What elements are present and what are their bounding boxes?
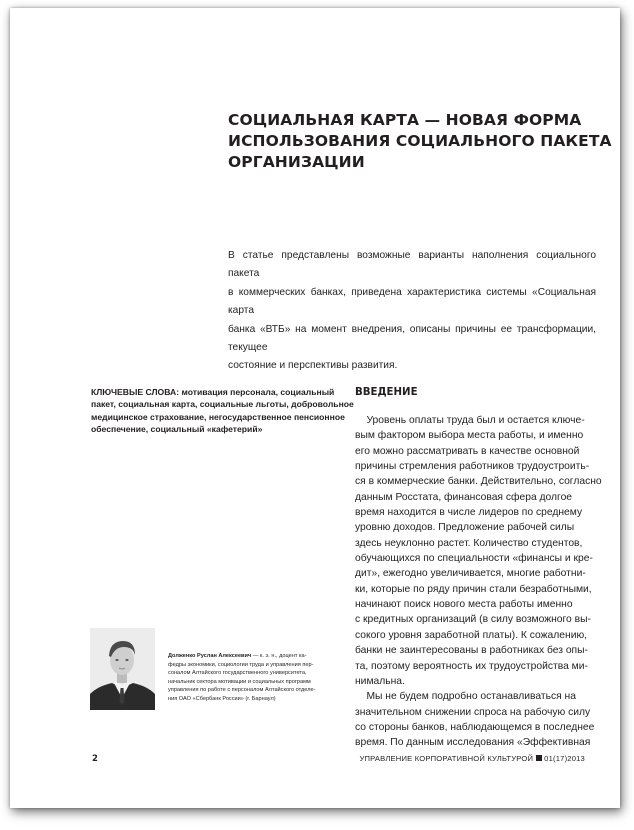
abstract-line: состояние и перспективы развития. — [228, 360, 398, 372]
issue-number: 01(17)2013 — [544, 754, 585, 763]
article-title — [228, 110, 612, 173]
body-line: время. По данным исследования «Эффективная — [355, 737, 591, 749]
body-line: вым фактором выбора места работы, и именно — [355, 430, 584, 442]
title-line: ИСПОЛЬЗОВАНИЯ СОЦИАЛЬНОГО ПАКЕТА — [228, 132, 612, 150]
body-line: та, поэтому вероятность их трудоустройства ми- — [355, 660, 588, 672]
body-line: значительном снижении спроса на рабочую силу — [355, 706, 591, 718]
body-line: нимальна. — [355, 675, 405, 687]
author-line: начальник сектора мотивации и социальных программ — [168, 678, 311, 685]
body-line: здесь неуклонно растет. Количество студентов, — [355, 537, 583, 549]
body-line: уровню доходов. Предложение рабочей силы — [355, 522, 575, 534]
body-line: Уровень оплаты труда был и остается ключе- — [355, 415, 585, 426]
body-line: начинают поиск нового места работы именно — [355, 599, 573, 611]
body-line: ки, которые по ряду причин стали безработными, — [355, 583, 592, 595]
body-text — [355, 413, 602, 751]
author-line: соналом Алтайского государственного университета, — [168, 670, 307, 677]
abstract-line: в коммерческих банках, приведена характеристика системы «Социальная карта — [228, 286, 596, 317]
body-line: данным Росстата, финансовая сфера долгое — [355, 491, 573, 503]
keywords-line: пакет, социальная карта, социальные льготы, добровольное — [91, 399, 354, 410]
body-line: причины стремления работников трудоустроить- — [355, 461, 590, 473]
author-line: федры экономики, социологии труда и управления пер- — [168, 661, 314, 668]
author-line: — к. э. н., доцент ка- — [251, 653, 307, 659]
keywords-block — [91, 386, 354, 435]
body-line: сокого уровня заработной платы). К сожалению, — [355, 629, 588, 641]
square-separator-icon — [536, 755, 542, 761]
abstract — [228, 247, 596, 376]
body-line: обучающихся по специальности «финансы и кре- — [355, 553, 593, 565]
abstract-line: банка «ВТБ» на момент внедрения, описаны причины ее трансформации, текущее — [228, 323, 596, 354]
body-line: с кредитных организаций (в силу возможного вы- — [355, 614, 591, 626]
body-line: время находится в числе лидеров по среднему — [355, 507, 583, 519]
title-line: ОРГАНИЗАЦИИ — [228, 153, 365, 171]
keywords-line: обеспечение, социальный «кафетерий» — [91, 423, 263, 434]
body-line: дит», ежегодно увеличивается, многие работни- — [355, 568, 586, 580]
document-page — [10, 8, 620, 808]
body-line: банки не заинтересованы в работниках без опы- — [355, 645, 588, 657]
body-line: Мы не будем подробно останавливаться на — [355, 691, 576, 703]
author-line: управления по работе с персоналом Алтайского отделе- — [168, 687, 316, 694]
author-photo — [90, 628, 155, 710]
keywords-line: медицинское страхование, негосударственное пенсионное — [91, 411, 345, 422]
body-line: ся в коммерческие банки. Действительно, согласно — [355, 476, 602, 488]
journal-name: УПРАВЛЕНИЕ КОРПОРАТИВНОЙ КУЛЬТУРОЙ — [359, 754, 534, 763]
section-heading: ВВЕДЕНИЕ — [355, 387, 418, 398]
abstract-line: В статье представлены возможные варианты наполнения социального пакета — [228, 250, 596, 280]
journal-footer — [359, 754, 585, 763]
body-line: его можно рассматривать в качестве основной — [355, 445, 580, 457]
author-info — [168, 652, 333, 704]
keywords-line: КЛЮЧЕВЫЕ СЛОВА: мотивация персонала, социальный — [91, 387, 335, 397]
author-portrait-image — [90, 628, 155, 710]
title-line: СОЦИАЛЬНАЯ КАРТА — НОВАЯ ФОРМА — [228, 111, 582, 129]
author-name: Долженко Руслан Алексеевич — [168, 653, 252, 659]
body-line: со стороны банков, наблюдающемся в последнее — [355, 721, 595, 733]
author-line: ния ОАО «Сбербанк России» (г. Барнаул) — [168, 695, 276, 702]
page-number: 2 — [92, 754, 98, 764]
